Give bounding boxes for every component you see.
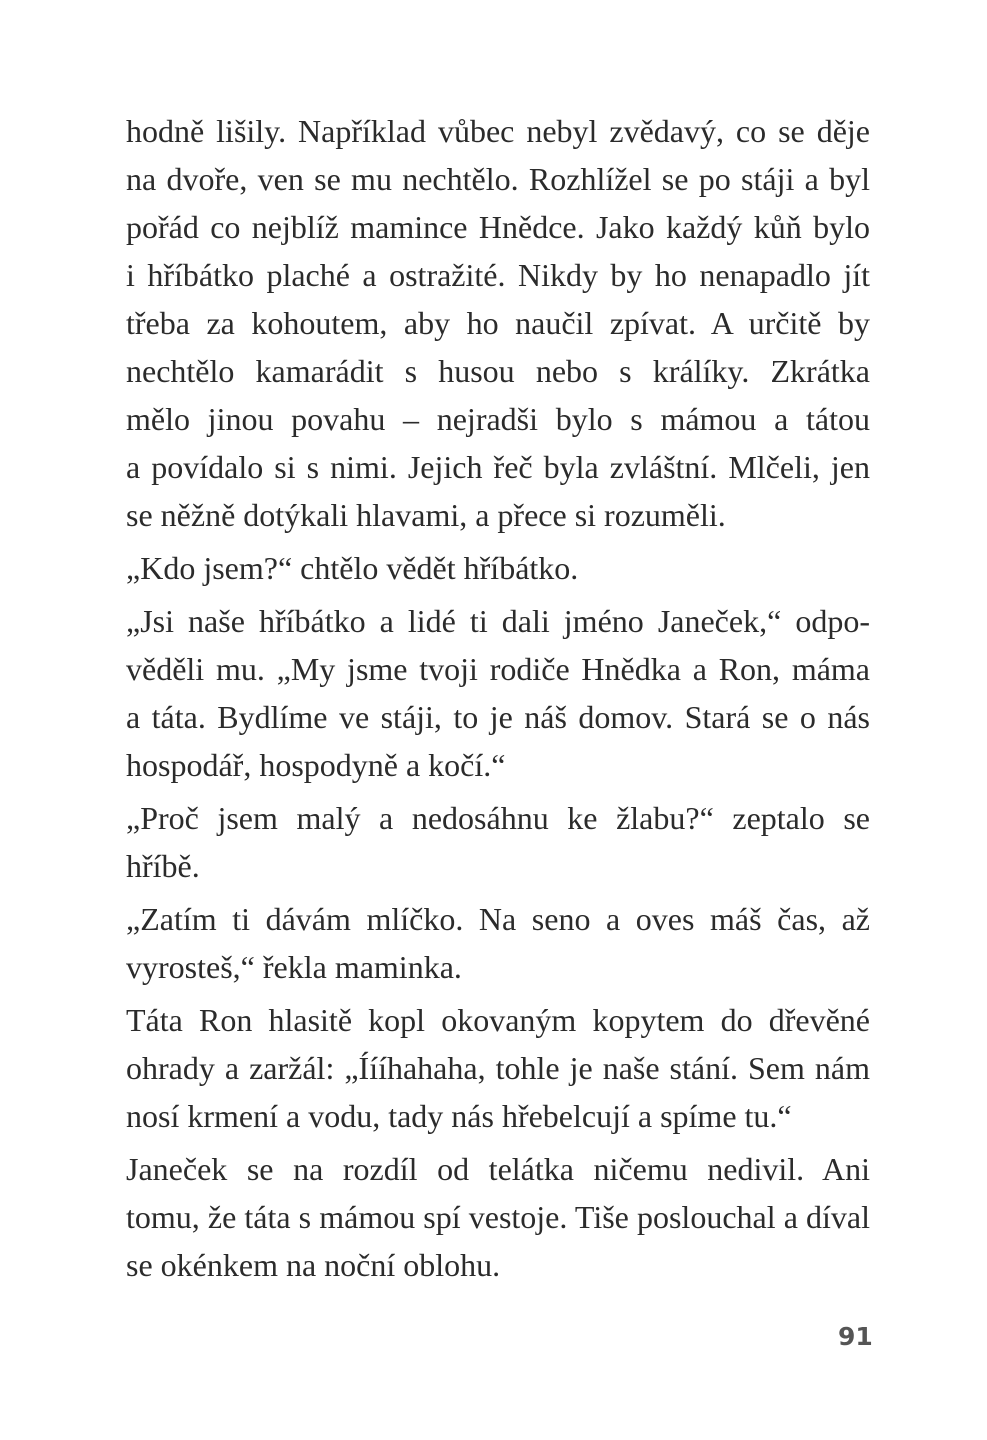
text-line: Táta Ron hlasitě kopl okovaným kopytem do dřevěné	[126, 1002, 870, 1038]
text-line: hříbě.	[126, 848, 200, 884]
paragraph	[126, 107, 870, 539]
text-line: se okénkem na noční oblohu.	[126, 1247, 501, 1283]
text-line: Janeček se na rozdíl od telátka ničemu nedivil. Ani	[126, 1151, 870, 1187]
text-line: hospodář, hospodyně a kočí.“	[126, 747, 506, 783]
text-line: hodně lišily. Například vůbec nebyl zvědavý, co se děje	[126, 113, 870, 149]
text-line: „Zatím ti dávám mlíčko. Na seno a oves máš čas, až	[126, 901, 870, 937]
text-line: pořád co nejblíž mamince Hnědce. Jako každý kůň bylo	[126, 209, 870, 245]
text-line: „Kdo jsem?“ chtělo vědět hříbátko.	[126, 550, 579, 586]
body-text	[126, 107, 870, 1289]
paragraph	[126, 544, 870, 592]
paragraph	[126, 996, 870, 1140]
text-line: „Proč jsem malý a nedosáhnu ke žlabu?“ zeptalo se	[126, 800, 870, 836]
text-line: nosí krmení a vodu, tady nás hřebelcují a spíme tu.“	[126, 1098, 792, 1134]
text-line: ohrady a zaržál: „Íííhahaha, tohle je naše stání. Sem nám	[126, 1050, 870, 1086]
page-number: 91	[838, 1322, 873, 1351]
text-line: věděli mu. „My jsme tvoji rodiče Hnědka a Ron, máma	[126, 651, 870, 687]
text-line: vyrosteš,“ řekla maminka.	[126, 949, 462, 985]
paragraph	[126, 794, 870, 890]
text-line: tomu, že táta s mámou spí vestoje. Tiše poslouchal a díval	[126, 1199, 870, 1235]
paragraph	[126, 597, 870, 789]
text-line: na dvoře, ven se mu nechtělo. Rozhlížel se po stáji a byl	[126, 161, 870, 197]
text-line: se něžně dotýkali hlavami, a přece si rozuměli.	[126, 497, 726, 533]
text-line: mělo jinou povahu – nejradši bylo s mámou a tátou	[126, 401, 870, 437]
text-line: nechtělo kamarádit s husou nebo s králíky. Zkrátka	[126, 353, 870, 389]
text-line: a táta. Bydlíme ve stáji, to je náš domov. Stará se o nás	[126, 699, 870, 735]
text-line: třeba za kohoutem, aby ho naučil zpívat. A určitě by	[126, 305, 870, 341]
text-line: „Jsi naše hříbátko a lidé ti dali jméno Janeček,“ odpo-	[126, 603, 870, 639]
paragraph	[126, 1145, 870, 1289]
text-line: a povídalo si s nimi. Jejich řeč byla zvláštní. Mlčeli, jen	[126, 449, 870, 485]
paragraph	[126, 895, 870, 991]
text-line: i hříbátko plaché a ostražité. Nikdy by ho nenapadlo jít	[126, 257, 870, 293]
